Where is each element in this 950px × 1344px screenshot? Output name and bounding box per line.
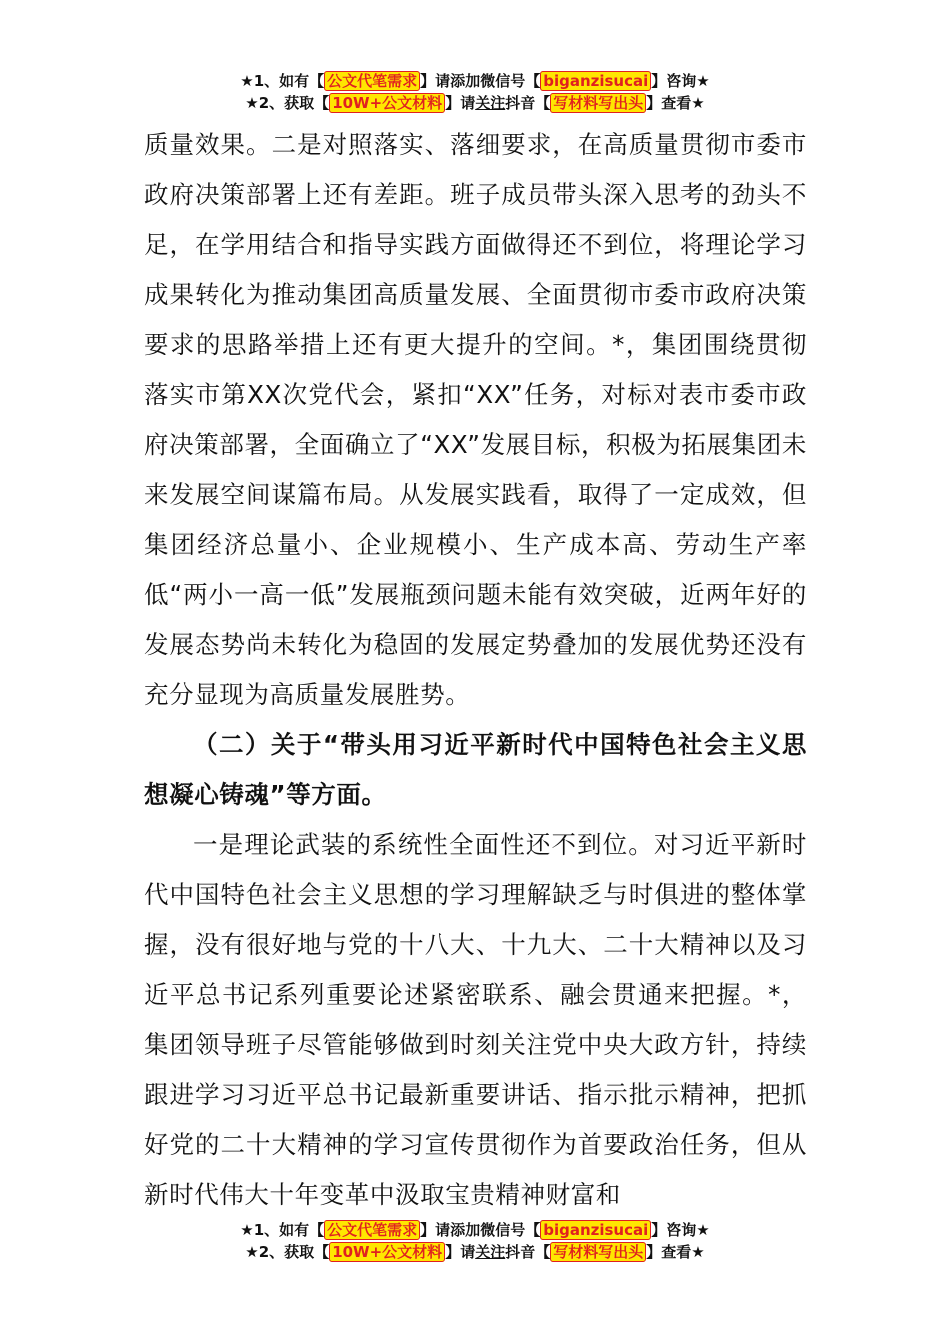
banner-text: 】请添 xyxy=(420,72,466,90)
section-heading: （二）关于“带头用习近平新时代中国特色社会主义思想凝心铸魂”等方面。 xyxy=(144,730,807,809)
paragraph-1: 质量效果。二是对照落实、落细要求，在高质量贯彻市委市政府决策部署上还有差距。班子成员带头深入思考的劲头不足，在学用结合和指导实践方面做得还不到位，将理论学习成果转化为推动集团高质量发展、全面贯彻市委市政府决策要求的思路举措上还有更大提升的空间。*，集团围绕贯彻落实市第XX次党代会，紧扣“XX”任务，对标对表市委市政府决策部署，全面确立了“XX”发展目标，积极为拓展集团未来发展空间谋篇布局。从发展实践看，取得了一定成效，但集团经济总量小、企业规模小、生产成本高、劳动生产率低“两小一高一低”发展瓶颈问题未能有效突破，近两年好的发展态势尚未转化为稳固的发展定势叠加的发展优势还没有充分显现为高质量发展胜势。 xyxy=(144,130,807,709)
highlight-materials: 10W+公文材料 xyxy=(329,1242,445,1262)
highlight-wechat-id: biganzisucai xyxy=(540,71,651,91)
banner-text: 微信号【 xyxy=(480,1221,541,1239)
header-banner xyxy=(0,70,950,114)
banner-text: 抖音【 xyxy=(505,94,551,112)
banner-text: ★2、获取【 xyxy=(245,1243,330,1261)
banner-text: 】请添 xyxy=(420,1221,466,1239)
banner-line-1 xyxy=(0,70,950,92)
banner-line-2 xyxy=(0,1241,950,1263)
highlight-materials: 10W+公文材料 xyxy=(329,93,445,113)
banner-emphasis: 加 xyxy=(465,1221,481,1239)
banner-text: 】请 xyxy=(445,1243,476,1261)
banner-text: ★1、如有【 xyxy=(240,1221,325,1239)
banner-text: ★2、获取【 xyxy=(245,94,330,112)
banner-text: 】请 xyxy=(445,94,476,112)
paragraph-2: 一是理论武装的系统性全面性还不到位。对习近平新时代中国特色社会主义思想的学习理解缺乏与时俱进的整体掌握，没有很好地与党的十八大、十九大、二十大精神以及习近平总书记系列重要论述紧密联系、融会贯通来把握。*，集团领导班子尽管能够做到时刻关注党中央大政方针，持续跟进学习习近平总书记最新重要讲话、指示批示精神，把抓好党的二十大精神的学习宣传贯彻作为首要政治任务，但从新时代伟大十年变革中汲取宝贵精神财富和 xyxy=(144,830,807,1209)
banner-text: 】查看★ xyxy=(646,94,705,112)
document-body xyxy=(144,120,807,1220)
banner-emphasis: 关注 xyxy=(475,1243,506,1261)
footer-banner xyxy=(0,1219,950,1263)
banner-text: 微信号【 xyxy=(480,72,541,90)
highlight-service: 公文代笔需求 xyxy=(324,71,420,91)
banner-text: 抖音【 xyxy=(505,1243,551,1261)
highlight-service: 公文代笔需求 xyxy=(324,1220,420,1240)
banner-text: ★1、如有【 xyxy=(240,72,325,90)
banner-line-1 xyxy=(0,1219,950,1241)
banner-line-2 xyxy=(0,92,950,114)
banner-text: 】查看★ xyxy=(646,1243,705,1261)
highlight-douyin-id: 写材料写出头 xyxy=(550,93,646,113)
banner-emphasis: 加 xyxy=(465,72,481,90)
banner-text: 】咨询★ xyxy=(651,1221,710,1239)
highlight-wechat-id: biganzisucai xyxy=(540,1220,651,1240)
highlight-douyin-id: 写材料写出头 xyxy=(550,1242,646,1262)
banner-emphasis: 关注 xyxy=(475,94,506,112)
banner-text: 】咨询★ xyxy=(651,72,710,90)
